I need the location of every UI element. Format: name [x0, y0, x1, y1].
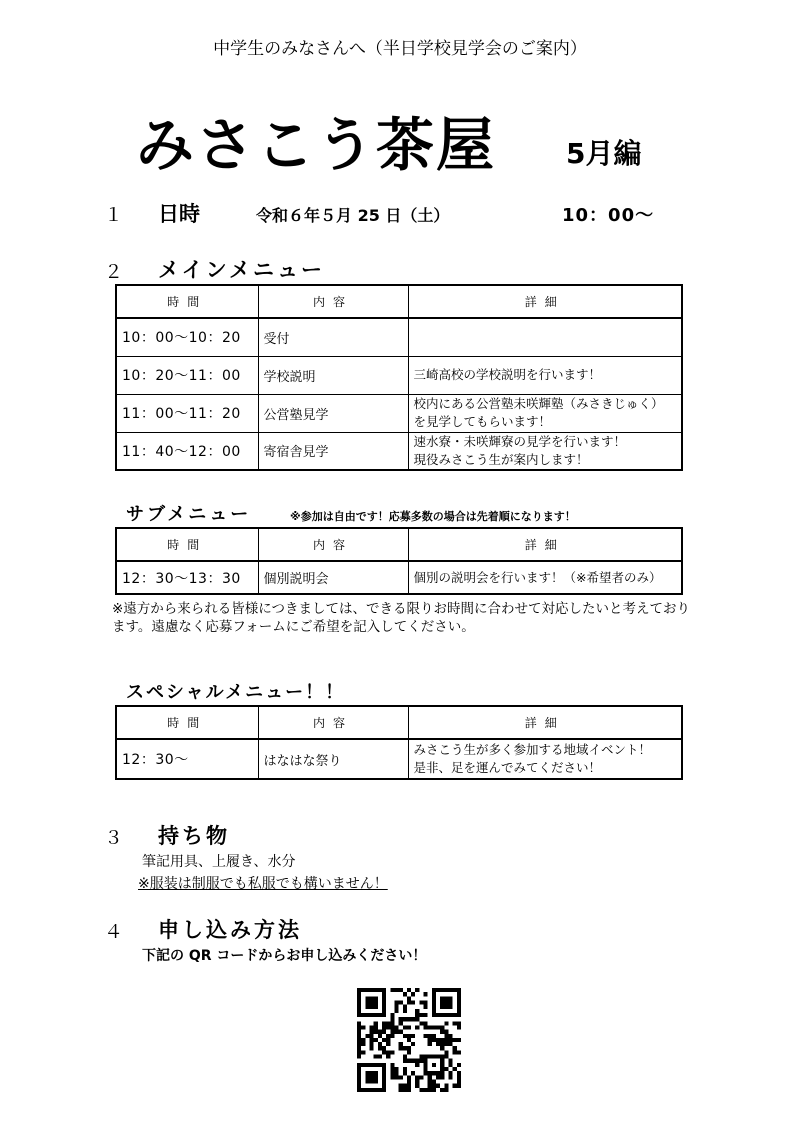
- column-header: 時間: [116, 706, 258, 739]
- row-detail: 個別の説明会を行います！（※希望者のみ）: [408, 561, 682, 594]
- table-row: [116, 432, 682, 470]
- special-menu-heading: スペシャルメニュー！！: [126, 682, 346, 703]
- page-title: みさこう茶屋: [136, 111, 497, 179]
- section1-number: １: [104, 204, 124, 226]
- month-label: 5月編: [566, 137, 642, 170]
- row-detail: 三崎高校の学校説明を行います！: [408, 356, 682, 394]
- section1-heading: 日時: [158, 202, 200, 226]
- table-header-row: [116, 528, 682, 561]
- row-content: 寄宿舎見学: [258, 432, 408, 470]
- special-menu-table: [115, 705, 683, 780]
- event-time: 10：00～: [562, 205, 655, 226]
- column-header: 内容: [258, 285, 408, 318]
- column-header: 時間: [116, 528, 258, 561]
- section2-number: ２: [104, 261, 124, 283]
- row-time: 11：00～11：20: [116, 394, 258, 432]
- sub-menu-footnote: ※遠方から来られる皆様につきましては、できる限りお時間に合わせて対応したいと考えております。遠慮なく応募フォームにご希望を記入してください。: [112, 601, 691, 635]
- table-header-row: [116, 706, 682, 739]
- table-row: [116, 356, 682, 394]
- column-header: 詳細: [408, 285, 682, 318]
- section4-number: ４: [104, 921, 124, 943]
- row-content: 個別説明会: [258, 561, 408, 594]
- table-header-row: [116, 285, 682, 318]
- application-instruction: 下記の QR コードからお申し込みください！: [142, 948, 427, 964]
- belongings-list: 筆記用具、上履き、水分: [142, 854, 296, 870]
- table-row: [116, 394, 682, 432]
- row-time: 11：40～12：00: [116, 432, 258, 470]
- column-header: 時間: [116, 285, 258, 318]
- column-header: 内容: [258, 706, 408, 739]
- section2-heading: メインメニュー: [158, 258, 325, 282]
- row-time: 12：30～13：30: [116, 561, 258, 594]
- column-header: 詳細: [408, 706, 682, 739]
- section3-heading: 持ち物: [158, 824, 230, 848]
- row-detail: [408, 318, 682, 356]
- sub-menu-table: [115, 527, 683, 595]
- row-content: 学校説明: [258, 356, 408, 394]
- table-row: [116, 318, 682, 356]
- event-date: 令和６年５月 25 日（土）: [256, 206, 450, 225]
- page-subtitle: 中学生のみなさんへ（半日学校見学会のご案内）: [213, 39, 587, 59]
- row-content: はなはな祭り: [258, 739, 408, 779]
- row-time: 12：30～: [116, 739, 258, 779]
- row-time: 10：00～10：20: [116, 318, 258, 356]
- row-detail: 校内にある公営塾未咲輝塾（みさきじゅく） を見学してもらいます！: [408, 394, 682, 432]
- row-detail: みさこう生が多く参加する地域イベント！ 是非、足を運んでみてください！: [408, 739, 682, 779]
- main-menu-table: [115, 284, 683, 471]
- dress-code-note: ※服装は制服でも私服でも構いません！: [138, 876, 388, 892]
- table-row: [116, 739, 682, 779]
- row-detail: 速水寮・未咲輝寮の見学を行います！ 現役みさこう生が案内します！: [408, 432, 682, 470]
- sub-menu-heading: サブメニュー: [126, 504, 252, 525]
- section3-number: ３: [104, 827, 124, 849]
- sub-menu-note: ※参加は自由です！応募多数の場合は先着順になります！: [290, 510, 576, 523]
- row-content: 公営塾見学: [258, 394, 408, 432]
- section4-heading: 申し込み方法: [158, 918, 302, 942]
- column-header: 詳細: [408, 528, 682, 561]
- table-row: [116, 561, 682, 594]
- column-header: 内容: [258, 528, 408, 561]
- row-content: 受付: [258, 318, 408, 356]
- row-time: 10：20～11：00: [116, 356, 258, 394]
- qr-code-icon[interactable]: [357, 988, 461, 1092]
